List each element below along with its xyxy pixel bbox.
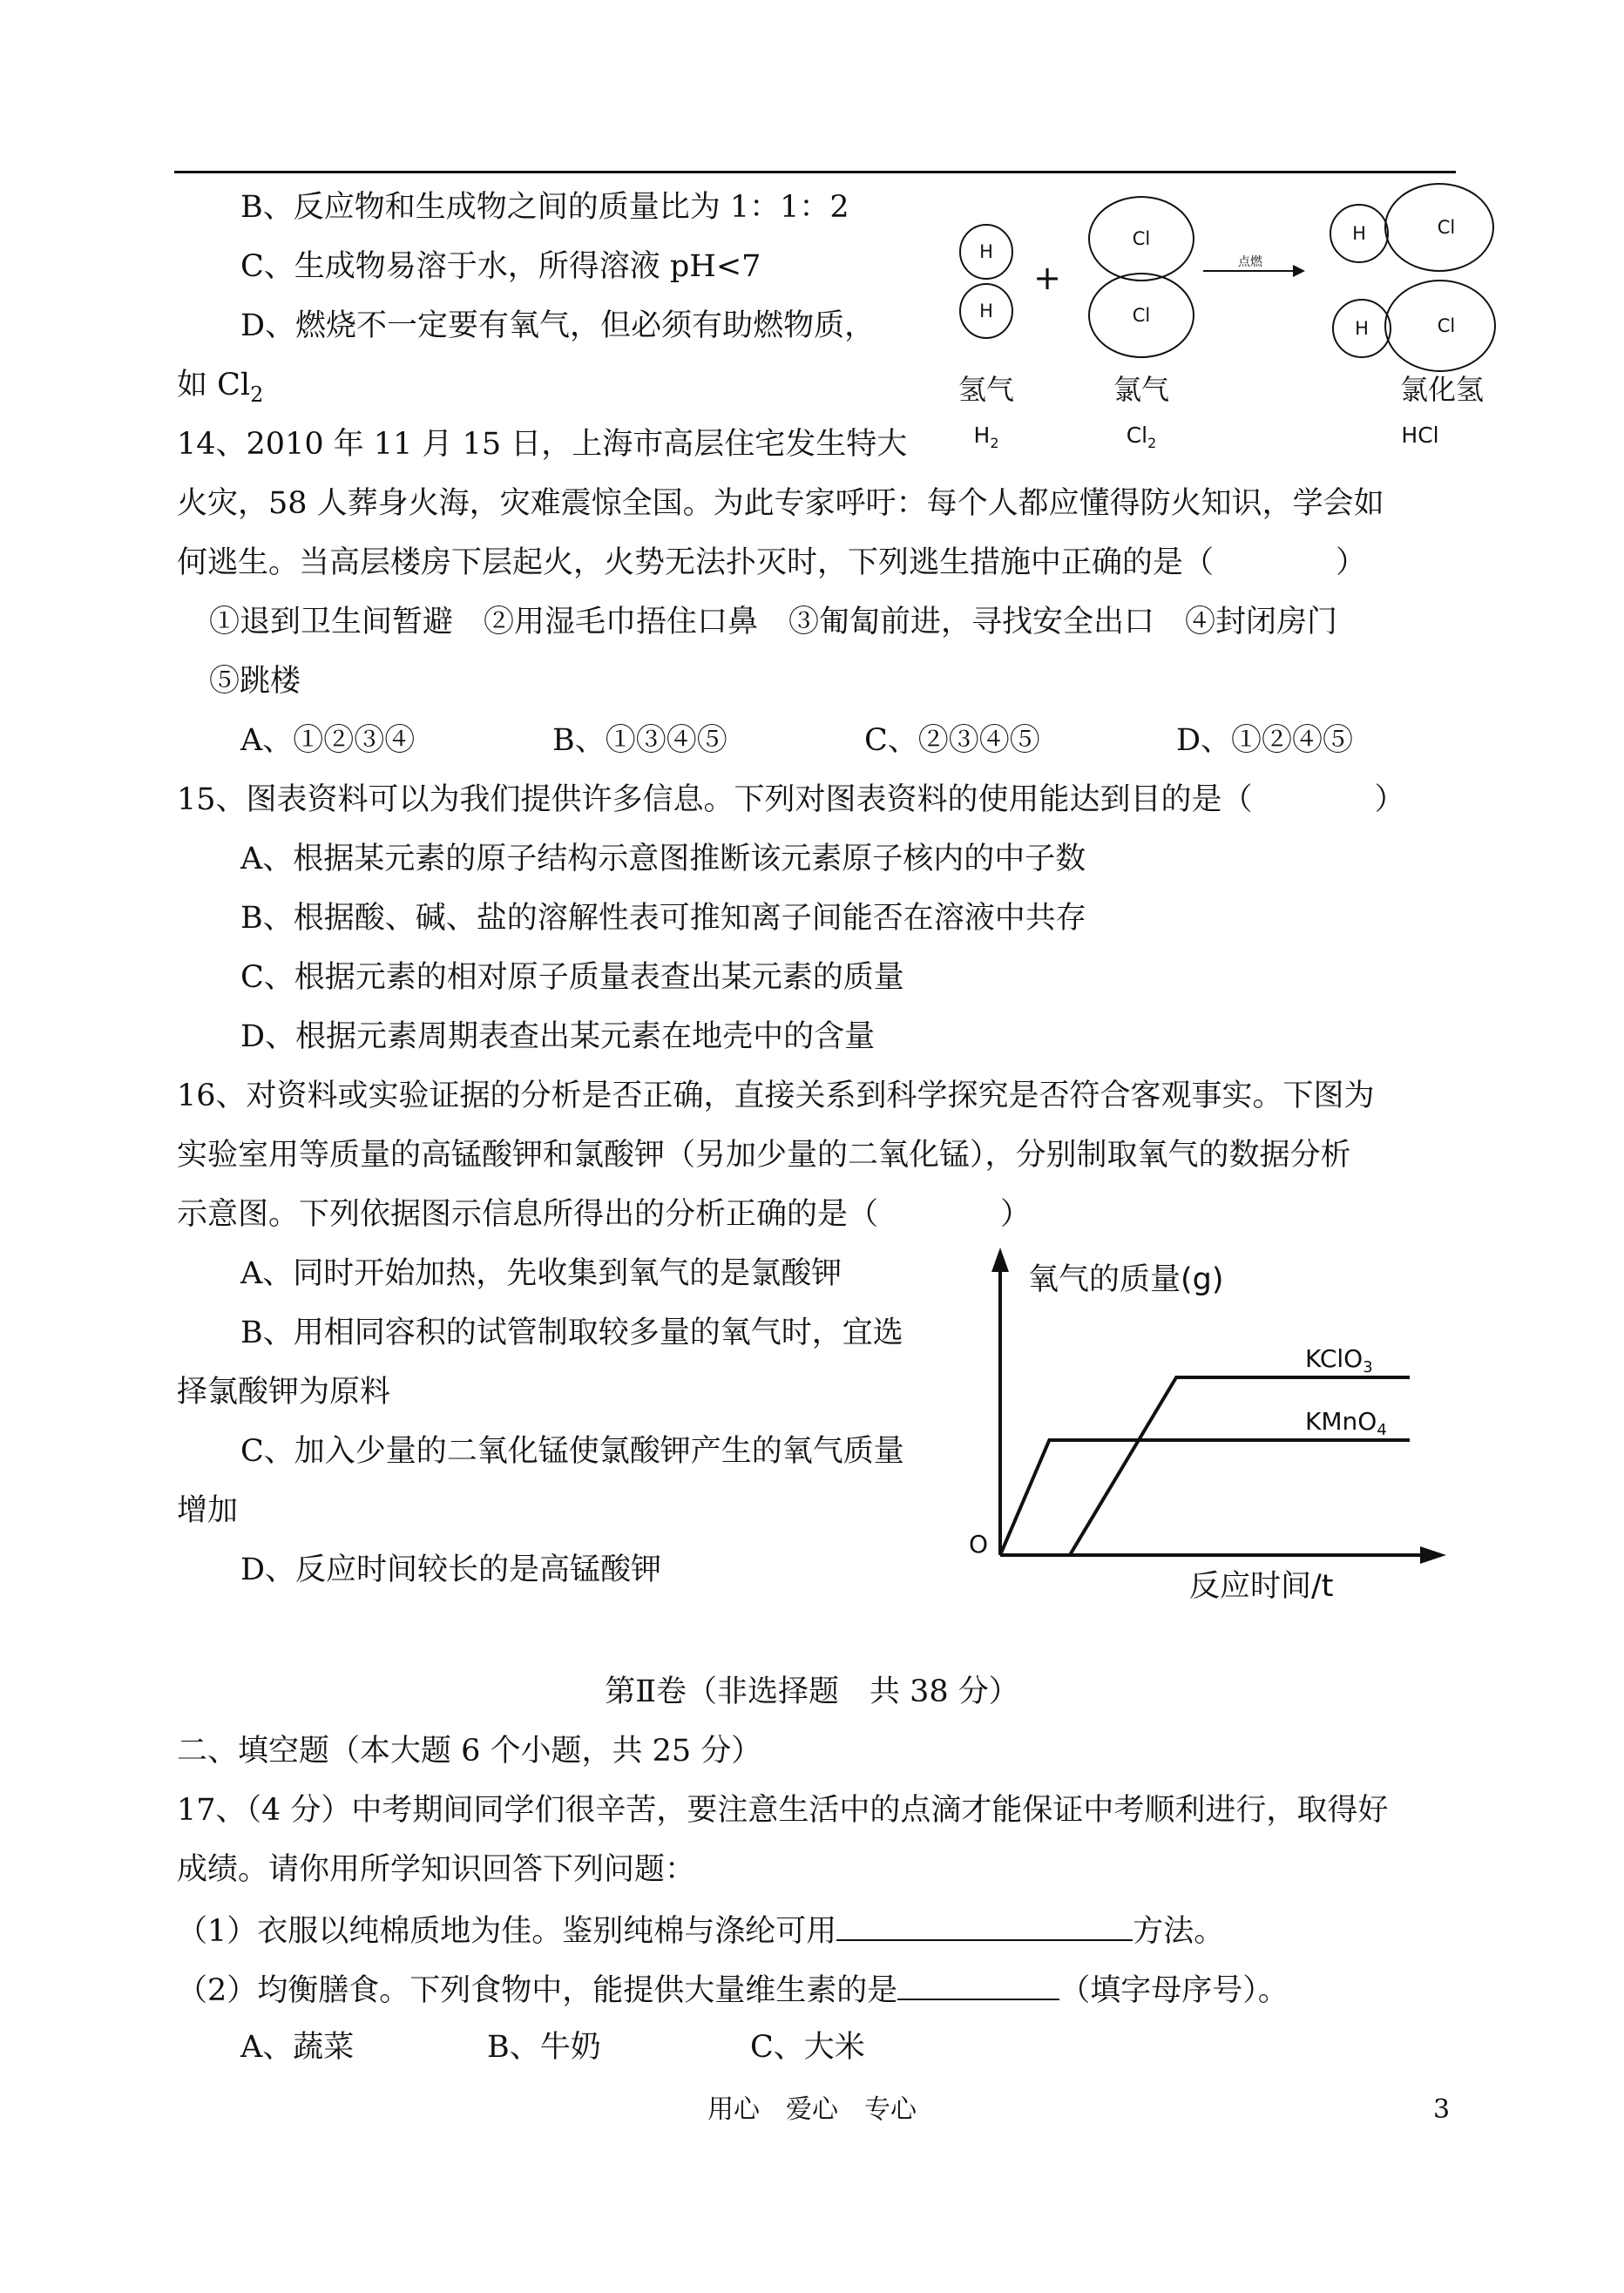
q14-stem-line2: 火灾，58 人葬身火海，灾难震惊全国。为此专家呼吁：每个人都应懂得防火知识，学会如 [177, 486, 1384, 521]
q17-part1: （1）衣服以纯棉质地为佳。鉴别纯棉与涤纶可用 方法。 [177, 1910, 1224, 1951]
q14-option: B、①③④⑤ [552, 723, 727, 758]
cl-atom-label: Cl [1437, 217, 1456, 238]
cl-atom-label: Cl [1437, 315, 1456, 336]
series-line [1070, 1377, 1410, 1555]
q13-option-d-line1: D、燃烧不一定要有氧气，但必须有助燃物质， [240, 308, 876, 343]
q16-option-b-line2: 择氯酸钾为原料 [177, 1375, 391, 1410]
q14-option: D、①②④⑤ [1176, 723, 1354, 758]
q14-stem-line1: 14、2010 年 11 月 15 日，上海市高层住宅发生特大 [177, 427, 908, 462]
hydrogen-formula: $H_2$ [973, 423, 999, 451]
q16-option-d: D、反应时间较长的是高锰酸钾 [240, 1552, 662, 1587]
h-atom-label: H [1355, 318, 1369, 339]
q17-options [240, 2028, 865, 2066]
q17-option: B、牛奶 [487, 2030, 601, 2065]
q14-measures-line1: ①退到卫生间暂避 ②用湿毛巾捂住口鼻 ③匍匐前进，寻找安全出口 ④封闭房门 [209, 605, 1338, 639]
q17-option: A、蔬菜 [240, 2030, 355, 2065]
chlorine-name: 氯气 [1113, 373, 1170, 406]
section-heading: 二、填空题（本大题 6 个小题，共 25 分） [177, 1734, 762, 1769]
x-axis-label: 反应时间/t [1189, 1569, 1334, 1603]
q16-option-c-line1: C、加入少量的二氧化锰使氯酸钾产生的氧气质量 [240, 1434, 904, 1469]
h-atom-label: H [979, 241, 993, 262]
h-atom-label: H [1352, 223, 1366, 244]
q15-option-d: D、根据元素周期表查出某元素在地壳中的含量 [240, 1019, 876, 1054]
q13-option-c: C、生成物易溶于水，所得溶液 pH<7 [240, 249, 761, 284]
q16-stem-line2: 实验室用等质量的高锰酸钾和氯酸钾（另加少量的二氧化锰），分别制取氧气的数据分析 [177, 1138, 1351, 1173]
reaction-arrowhead [1293, 265, 1305, 277]
hydrogen-name: 氢气 [957, 373, 1015, 406]
hcl-formula: HCl [1401, 423, 1439, 448]
q14-measures-line2: ⑤跳楼 [209, 664, 301, 699]
origin-label: O [969, 1530, 989, 1559]
q16-stem-line1: 16、对资料或实验证据的分析是否正确，直接关系到科学探究是否符合客观事实。下图为 [177, 1079, 1375, 1113]
series-line [1000, 1440, 1410, 1555]
cl-atom-label: Cl [1132, 305, 1151, 326]
q13-option-d-line2: 如 $Cl_2$ [177, 368, 264, 407]
q13-option-b: B、反应物和生成物之间的质量比为 1：1：2 [240, 190, 849, 225]
q15-option-b: B、根据酸、碱、盐的溶解性表可推知离子间能否在溶液中共存 [240, 901, 1086, 936]
cl-atom-label: Cl [1132, 228, 1151, 249]
q17-option: C、大米 [750, 2030, 865, 2065]
plus-sign: + [1033, 259, 1061, 297]
q17-stem-line1: 17、（4 分）中考期间同学们很辛苦，要注意生活中的点滴才能保证中考顺利进行，取得好 [177, 1793, 1389, 1828]
y-axis-arrowhead [991, 1248, 1009, 1272]
y-axis-label: 氧气的质量(g) [1028, 1262, 1224, 1297]
reaction-condition: 点燃 [1238, 255, 1262, 269]
q14-option: A、①②③④ [240, 723, 416, 758]
q15-option-a: A、根据某元素的原子结构示意图推断该元素原子核内的中子数 [240, 842, 1086, 876]
footer-motto: 用心 爱心 专心 [707, 2094, 917, 2125]
h-atom-label: H [979, 301, 993, 321]
chlorine-formula: $Cl_2$ [1126, 423, 1157, 451]
hcl-name: 氯化氢 [1399, 373, 1485, 406]
q16-option-b-line1: B、用相同容积的试管制取较多量的氧气时，宜选 [240, 1316, 903, 1350]
reaction-diagram [941, 171, 1533, 467]
q14-stem-line3: 何逃生。当高层楼房下层起火，火势无法扑灭时，下列逃生措施中正确的是（ ） [177, 545, 1367, 580]
q15-stem: 15、图表资料可以为我们提供许多信息。下列对图表资料的使用能达到目的是（ ） [177, 782, 1405, 817]
series-label: KMnO$_4$ [1305, 1407, 1387, 1439]
series-label: KClO$_3$ [1305, 1344, 1373, 1376]
q14-option: C、②③④⑤ [864, 723, 1040, 758]
answer-blank[interactable] [836, 1910, 1133, 1941]
page-number: 3 [1433, 2094, 1451, 2125]
q15-option-c: C、根据元素的相对原子质量表查出某元素的质量 [240, 960, 904, 995]
part2-heading: 第Ⅱ卷（非选择题 共 38 分） [605, 1674, 1019, 1709]
oxygen-mass-chart [958, 1237, 1464, 1603]
q16-stem-line3: 示意图。下列依据图示信息所得出的分析正确的是（ ） [177, 1197, 1032, 1232]
q17-part2: （2）均衡膳食。下列食物中，能提供大量维生素的是 （填字母序号）。 [177, 1969, 1289, 2010]
x-axis-arrowhead [1420, 1546, 1446, 1564]
q16-option-a: A、同时开始加热，先收集到氧气的是氯酸钾 [240, 1256, 842, 1291]
q14-options [240, 721, 1353, 760]
answer-blank[interactable] [897, 1969, 1059, 2000]
q16-option-c-line2: 增加 [177, 1493, 239, 1528]
q17-stem-line2: 成绩。请你用所学知识回答下列问题： [177, 1852, 696, 1887]
